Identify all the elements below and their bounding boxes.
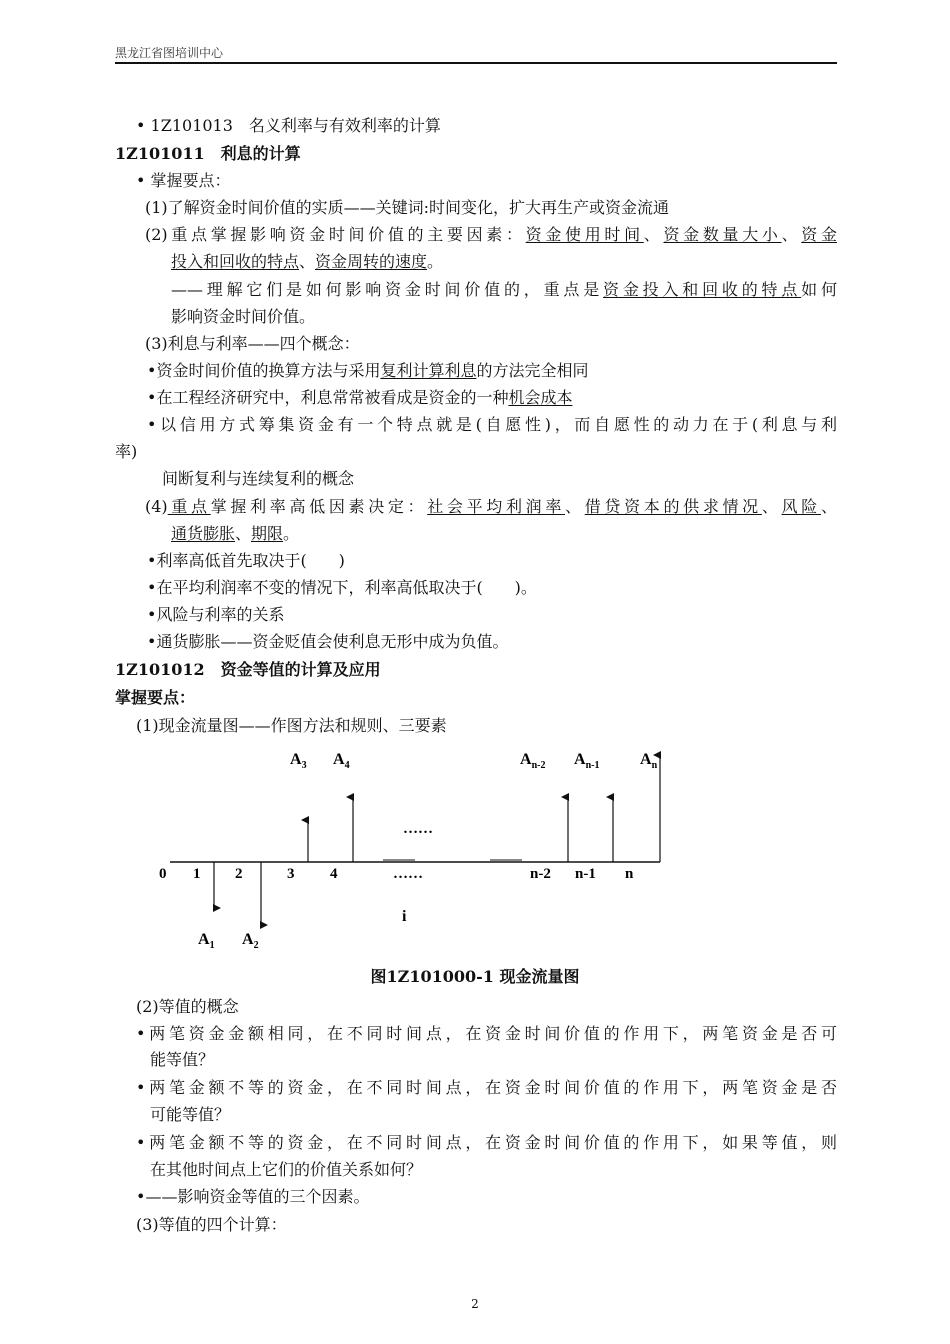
figure-caption: 图1Z101000-1 现金流量图	[370, 967, 580, 986]
tick-label: 0	[159, 866, 167, 882]
rate-label: i	[402, 908, 407, 925]
bullet: •	[147, 605, 157, 624]
text-line: •风险与利率的关系	[147, 605, 285, 624]
label-a1: $A_1$	[198, 931, 215, 951]
text-line: •通货膨胀——资金贬值会使利息无形中成为负值。	[147, 632, 509, 651]
bullet: •	[136, 116, 146, 135]
text-line: •利率高低首先取决于( )	[147, 551, 345, 570]
label-a3: $A_3$	[290, 751, 307, 771]
text-line: •两笔金额不等的资金，在不同时间点，在资金时间价值的作用下，两笔资金是否	[136, 1078, 837, 1097]
text-line: •两笔金额不等的资金，在不同时间点，在资金时间价值的作用下，如果等值，则	[136, 1133, 837, 1152]
bullet: •	[147, 551, 157, 570]
text-line: (1)现金流量图——作图方法和规则、三要素	[136, 716, 447, 735]
page-number: 2	[471, 1297, 479, 1311]
text-line: 能等值？	[150, 1050, 215, 1069]
text-line: •在工程经济研究中，利息常常被看成是资金的一种机会成本	[147, 388, 573, 407]
text-line: • 掌握要点：	[136, 171, 231, 190]
text-line: 通货膨胀、期限。	[171, 524, 300, 543]
middle-dots: ……	[403, 821, 433, 837]
text-line: •两笔资金金额相同，在不同时间点，在资金时间价值的作用下，两笔资金是否可	[136, 1024, 837, 1043]
text-line: 率)	[115, 442, 138, 461]
tick-label: 2	[235, 866, 243, 882]
text-line: 投入和回收的特点、资金周转的速度。	[171, 252, 444, 271]
bullet: •	[136, 1024, 146, 1043]
text-line: • 1Z101013 名义利率与有效利率的计算	[136, 116, 441, 135]
tick-label: 4	[330, 866, 338, 882]
label-an-2: $A_{n-2}$	[520, 751, 546, 771]
text-line: ——理解它们是如何影响资金时间价值的，重点是资金投入和回收的特点如何	[171, 280, 837, 299]
label-a4: $A_4$	[333, 751, 350, 771]
bullet: •	[136, 1133, 146, 1152]
text-line: (2)重点掌握影响资金时间价值的主要因素：资金使用时间、资金数量大小、资金	[145, 225, 837, 244]
label-an: $A_n$	[640, 751, 658, 771]
text-line: 间断复利与连续复利的概念	[162, 469, 355, 488]
text-line: (3)等值的四个计算：	[136, 1215, 287, 1234]
tick-label: n-1	[575, 866, 596, 882]
tick-label: n	[625, 866, 634, 882]
text-line: 影响资金时间价值。	[171, 307, 316, 326]
text-line: (1)了解资金时间价值的实质——关键词:时间变化，扩大再生产或资金流通	[145, 198, 670, 217]
tick-label: 1	[193, 866, 201, 882]
tick-label: n-2	[530, 866, 551, 882]
text-line: (4)重点掌握利率高低因素决定：社会平均利润率、借贷资本的供求情况、风险、	[145, 497, 837, 516]
section-heading: 1Z101012 资金等值的计算及应用	[115, 660, 381, 679]
text-line: •资金时间价值的换算方法与采用复利计算利息的方法完全相同	[147, 361, 589, 380]
bullet: •	[147, 361, 157, 380]
text-line: 在其他时间点上它们的价值关系如何？	[150, 1160, 423, 1179]
bullet: •	[147, 578, 157, 597]
label-a2: $A_2$	[242, 931, 259, 951]
text-line: •——影响资金等值的三个因素。	[136, 1187, 370, 1206]
text-line: (3)利息与利率——四个概念：	[145, 334, 360, 353]
bullet: •	[147, 415, 157, 434]
bullet: •	[136, 1187, 146, 1206]
header-title: 黑龙江省图培训中心	[115, 46, 224, 60]
bullet: •	[136, 1078, 146, 1097]
bullet: •	[147, 388, 157, 407]
text-line: •在平均利润率不变的情况下，利率高低取决于( )。	[147, 578, 537, 597]
section-heading: 1Z101011 利息的计算	[115, 144, 301, 163]
text-line: •以信用方式筹集资金有一个特点就是(自愿性)，而自愿性的动力在于(利息与利	[147, 415, 837, 434]
tick-label: 3	[287, 866, 295, 882]
subheading: 掌握要点：	[115, 688, 196, 707]
tick-label: ……	[393, 866, 423, 882]
label-an-1: $A_{n-1}$	[574, 751, 600, 771]
bullet: •	[136, 171, 146, 190]
text-line: 可能等值？	[150, 1105, 231, 1124]
text-line: (2)等值的概念	[136, 997, 239, 1016]
bullet: •	[147, 632, 157, 651]
